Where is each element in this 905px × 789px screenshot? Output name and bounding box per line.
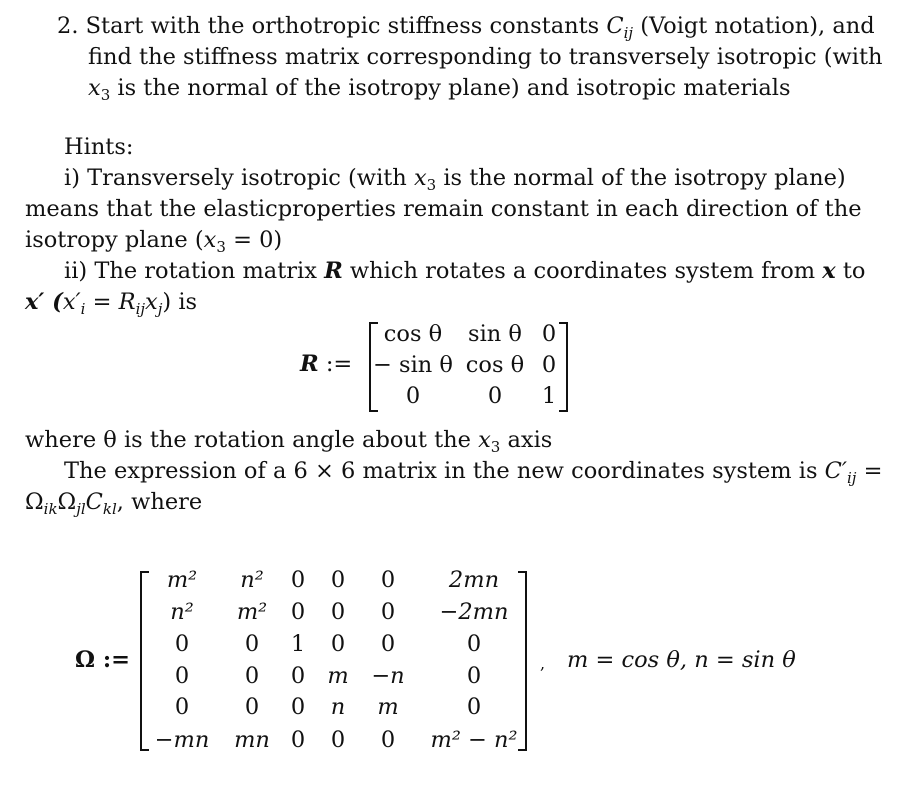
Omega-cell-r6-c5: 0 bbox=[380, 727, 396, 753]
text: axis bbox=[507, 427, 553, 453]
math-symbol: x′ ( bbox=[25, 289, 63, 315]
R-cell-r1-c2: sin θ bbox=[468, 321, 522, 347]
Omega-cell-r3-c1: 0 bbox=[174, 631, 190, 657]
R-cell-r1-c1: cos θ bbox=[383, 321, 443, 347]
math-symbol: Ω := bbox=[75, 647, 131, 673]
math-subscript: j bbox=[157, 300, 163, 318]
math-symbol: C′ bbox=[824, 458, 847, 484]
Omega-cell-r1-c5: 0 bbox=[380, 567, 396, 593]
Omega-cell-r2-c5: 0 bbox=[380, 599, 396, 625]
Omega-cell-r1-c6: 2mn bbox=[448, 567, 500, 593]
Omega-cell-r1-c2: n² bbox=[240, 567, 264, 593]
Omega-cell-r5-c6: 0 bbox=[466, 694, 482, 720]
m-n-definitions: m = cos θ, n = sin θ bbox=[567, 647, 796, 673]
Omega-cell-r4-c2: 0 bbox=[244, 663, 260, 689]
hint-ii-line-1 bbox=[64, 257, 865, 285]
math-symbol: Ω bbox=[57, 489, 77, 515]
math-subscript: 3 bbox=[100, 86, 111, 104]
problem-line-2 bbox=[88, 43, 883, 71]
hint-text: isotropy plane ( bbox=[25, 227, 204, 253]
Omega-cell-r6-c2: mn bbox=[234, 727, 270, 753]
math-symbol: x bbox=[478, 427, 491, 453]
hint-text: = 0) bbox=[233, 227, 283, 253]
expression-line-2 bbox=[25, 488, 202, 523]
math-symbol: C bbox=[606, 13, 624, 39]
Omega-cell-r3-c2: 0 bbox=[244, 631, 260, 657]
problem-line-3 bbox=[88, 74, 791, 109]
problem-text: is the normal of the isotropy plane) and isotropic materials bbox=[117, 75, 791, 101]
Omega-cell-r5-c3: 0 bbox=[290, 694, 306, 720]
math-symbol: R bbox=[324, 258, 343, 284]
math-subscript: ij bbox=[623, 24, 634, 42]
problem-number: 2. bbox=[57, 13, 79, 39]
math-subscript: i bbox=[80, 300, 86, 318]
Omega-cell-r6-c1: −mn bbox=[154, 727, 210, 753]
hint-text: i) Transversely isotropic (with bbox=[64, 165, 407, 191]
math-symbol: Ω bbox=[25, 489, 44, 515]
R-cell-r3-c1: 0 bbox=[405, 383, 421, 409]
expression-line-1 bbox=[64, 457, 882, 492]
math-subscript: 3 bbox=[426, 176, 437, 194]
R-cell-r3-c3: 1 bbox=[541, 383, 557, 409]
hint-text: ii) The rotation matrix bbox=[64, 258, 317, 284]
Omega-cell-r2-c3: 0 bbox=[290, 599, 306, 625]
math-symbol: x bbox=[822, 258, 836, 284]
Omega-comma: , bbox=[540, 654, 546, 673]
Omega-cell-r6-c4: 0 bbox=[330, 727, 346, 753]
math-subscript: ik bbox=[43, 500, 58, 518]
R-cell-r3-c2: 0 bbox=[487, 383, 503, 409]
hint-text: is the normal of the isotropy plane) bbox=[443, 165, 846, 191]
hint-i-line-3 bbox=[25, 226, 282, 261]
math-symbol: x bbox=[145, 289, 158, 315]
hint-text: which rotates a coordinates system from bbox=[349, 258, 816, 284]
Omega-cell-r2-c2: m² bbox=[236, 599, 268, 625]
math-symbol: R bbox=[300, 351, 319, 377]
Omega-cell-r4-c1: 0 bbox=[174, 663, 190, 689]
Omega-cell-r5-c4: n bbox=[330, 694, 346, 720]
Omega-cell-r4-c5: −n bbox=[371, 663, 405, 689]
problem-text: find the stiffness matrix corresponding to transversely isotropic (with bbox=[88, 44, 883, 70]
R-matrix-label: R := bbox=[300, 351, 353, 377]
Omega-cell-r6-c3: 0 bbox=[290, 727, 306, 753]
Omega-cell-r2-c1: n² bbox=[170, 599, 194, 625]
Omega-cell-r3-c5: 0 bbox=[380, 631, 396, 657]
math-subscript: kl bbox=[102, 500, 117, 518]
Omega-cell-r1-c1: m² bbox=[166, 567, 198, 593]
Omega-cell-r3-c6: 0 bbox=[466, 631, 482, 657]
math-symbol: x′ bbox=[62, 289, 81, 315]
Omega-cell-r2-c4: 0 bbox=[330, 599, 346, 625]
Omega-cell-r5-c1: 0 bbox=[174, 694, 190, 720]
Omega-cell-r2-c6: −2mn bbox=[439, 599, 509, 625]
hint-text: to bbox=[842, 258, 866, 284]
math-symbol: x bbox=[203, 227, 217, 253]
math-subscript: ij bbox=[846, 469, 857, 487]
Omega-cell-r3-c4: 0 bbox=[330, 631, 346, 657]
Omega-cell-r4-c3: 0 bbox=[290, 663, 306, 689]
Omega-cell-r6-c6: m² − n² bbox=[430, 727, 518, 753]
hint-i-line-1 bbox=[64, 164, 846, 199]
Omega-cell-r4-c4: m bbox=[327, 663, 349, 689]
math-subscript: ij bbox=[135, 300, 146, 318]
Omega-cell-r1-c3: 0 bbox=[290, 567, 306, 593]
R-cell-r2-c2: cos θ bbox=[465, 352, 525, 378]
R-cell-r2-c3: 0 bbox=[541, 352, 557, 378]
text: , where bbox=[116, 489, 203, 515]
math-operator: = bbox=[92, 289, 112, 315]
Omega-cell-r4-c6: 0 bbox=[466, 663, 482, 689]
Omega-cell-r5-c2: 0 bbox=[244, 694, 260, 720]
math-subscript: 3 bbox=[490, 438, 501, 456]
hint-ii-line-2 bbox=[25, 288, 197, 323]
math-operator: = bbox=[863, 458, 883, 484]
problem-text: (Voigt notation), and bbox=[640, 13, 875, 39]
math-symbol: x bbox=[88, 75, 101, 101]
text: where θ is the rotation angle about the bbox=[25, 427, 471, 453]
math-symbol: C bbox=[85, 489, 103, 515]
math-subscript: 3 bbox=[216, 238, 226, 256]
text: The expression of a 6 × 6 matrix in the new coordinates system is bbox=[64, 458, 818, 484]
Omega-cell-r5-c5: m bbox=[377, 694, 399, 720]
R-cell-r2-c1: − sin θ bbox=[373, 352, 453, 378]
Omega-cell-r1-c4: 0 bbox=[330, 567, 346, 593]
hint-i-line-2 bbox=[25, 195, 862, 223]
Omega-cell-r3-c3: 1 bbox=[290, 631, 306, 657]
hint-text: ) is bbox=[162, 289, 198, 315]
problem-text: Start with the orthotropic stiffness constants bbox=[85, 13, 600, 39]
problem-line-1 bbox=[57, 12, 875, 47]
math-symbol: x bbox=[413, 165, 427, 191]
math-subscript: jl bbox=[76, 500, 86, 518]
where-theta-line bbox=[25, 426, 552, 461]
R-cell-r1-c3: 0 bbox=[541, 321, 557, 347]
hints-title: Hints: bbox=[64, 134, 134, 160]
math-symbol: R bbox=[118, 289, 136, 315]
hint-text: means that the elasticproperties remain constant in each direction of the bbox=[25, 196, 862, 222]
